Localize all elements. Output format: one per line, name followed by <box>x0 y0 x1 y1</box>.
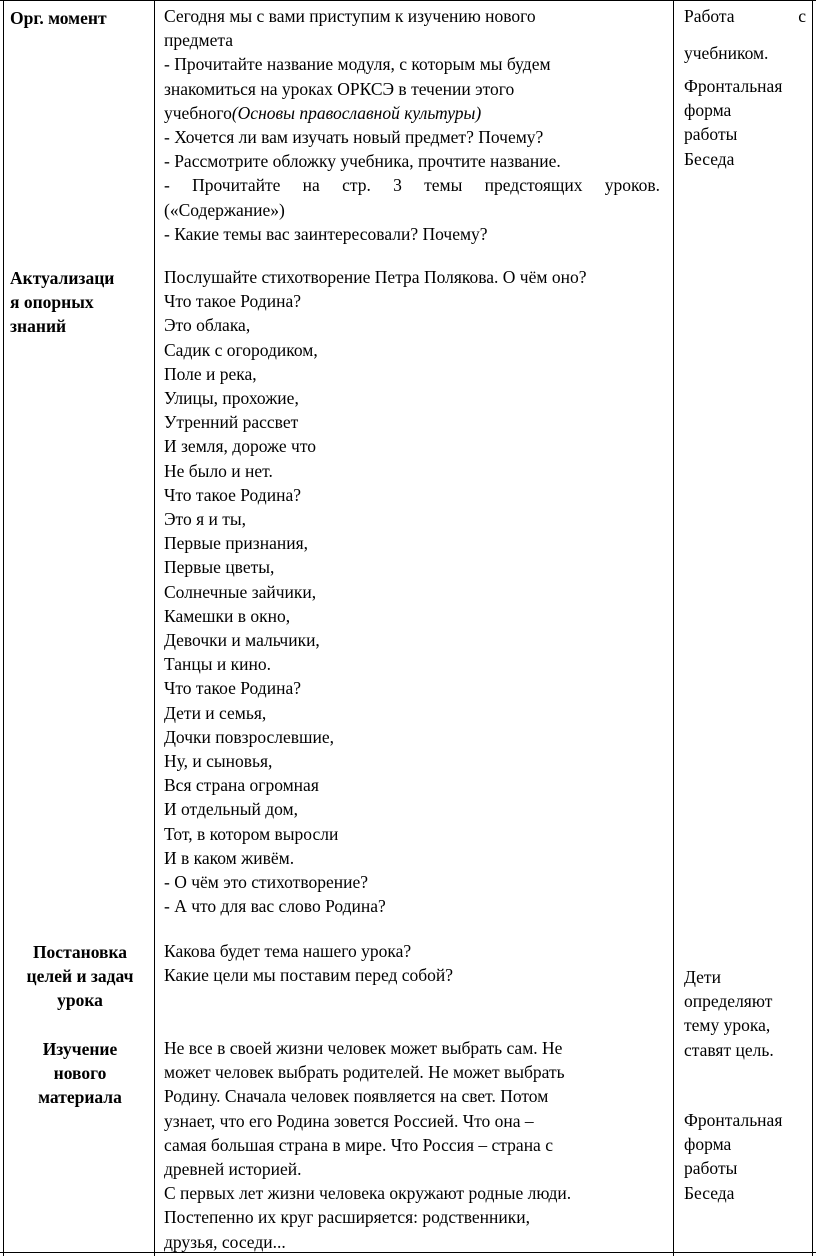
goals-line: Какова будет тема нашего урока? <box>164 941 412 961</box>
poem-line: Дети и семья, <box>164 702 267 723</box>
poem-line: Это облака, <box>164 315 251 336</box>
new-material-line: древней историей. <box>164 1159 302 1180</box>
stage-actualization: Актуализаци я опорных знаний <box>10 268 115 336</box>
org-line: («Содержание») <box>164 199 285 220</box>
new-material-line: Родину. Сначала человек появляется на свет. Потом <box>164 1086 549 1107</box>
org-line: предмета <box>164 30 234 51</box>
poem-line: И в каком живём. <box>164 847 295 868</box>
poem-line: Первые признания, <box>164 533 308 554</box>
new-material-line: С первых лет жизни человека окружают родные люди. <box>164 1183 572 1204</box>
org-line: знакомиться на уроках ОРКСЭ в течении этого <box>164 78 515 99</box>
poem-line: Дочки повзрослевшие, <box>164 726 335 747</box>
poem-line: Солнечные зайчики, <box>164 581 317 602</box>
table-border-col2 <box>673 0 674 1256</box>
poem-line: Что такое Родина? <box>164 678 301 699</box>
org-line: - Хочется ли вам изучать новый предмет? Почему? <box>164 127 544 148</box>
org-line: - Какие темы вас заинтересовали? Почему? <box>164 223 488 244</box>
table-border-col1 <box>154 0 155 1256</box>
poem-line: Что такое Родина? <box>164 291 301 312</box>
poem-line: Танцы и кино. <box>164 654 271 675</box>
new-material-content <box>164 1036 664 1254</box>
stage-new-material: Изучение нового материала <box>38 1039 122 1107</box>
poem-intro: Послушайте стихотворение Петра Полякова. О чём оно? <box>164 267 587 287</box>
org-content <box>164 4 664 246</box>
goals-content <box>164 939 664 987</box>
poem-line: Улицы, прохожие, <box>164 388 299 409</box>
new-material-line: Постепенно их круг расширяется: родственники, <box>164 1207 530 1228</box>
poem-line: Девочки и мальчики, <box>164 630 320 651</box>
new-material-line: друзья, соседи... <box>164 1231 286 1252</box>
poem-line: Камешки в окно, <box>164 605 291 626</box>
poem-line: Первые цветы, <box>164 557 275 578</box>
poem-line: И отдельный дом, <box>164 799 298 820</box>
table-border-right <box>812 0 813 1256</box>
module-title: (Основы православной культуры) <box>231 102 482 123</box>
new-material-line: узнает, что его Родина зовется Россией. Что она – <box>164 1110 534 1131</box>
poem-line: Не было и нет. <box>164 460 273 481</box>
poem-line: Что такое Родина? <box>164 484 301 505</box>
table-border-top <box>0 0 816 1</box>
work-with-textbook: Работа с учебником. <box>684 6 806 64</box>
poem-question: - О чём это стихотворение? <box>164 872 368 893</box>
table-border-left <box>3 0 4 1256</box>
goals-line: Какие цели мы поставим перед собой? <box>164 965 454 986</box>
new-material-line: Не все в своей жизни человек может выбрать сам. Не <box>164 1038 563 1058</box>
frontal-form-2: Фронтальная форма работы Беседа <box>684 1110 783 1203</box>
org-line: Сегодня мы с вами приступим к изучению нового <box>164 6 536 26</box>
new-material-line: самая большая страна в мире. Что Россия – страна с <box>164 1134 553 1155</box>
poem-line: Тот, в котором выросли <box>164 823 339 844</box>
frontal-form-1: Фронтальная форма работы Беседа <box>684 76 783 169</box>
poem-question: - А что для вас слово Родина? <box>164 896 386 917</box>
poem-line: Вся страна огромная <box>164 775 319 796</box>
org-line: учебного(Основы православной культуры) <box>164 102 482 123</box>
poem-line: Утренний рассвет <box>164 412 299 433</box>
poem-line: Садик с огородиком, <box>164 339 318 360</box>
poem-line: И земля, дороже что <box>164 436 316 457</box>
children-define-topic: Дети определяют тему урока, ставят цель. <box>684 967 774 1060</box>
org-line: - Прочитайте на стр. 3 темы предстоящих уроков. <box>164 175 660 196</box>
poem-block <box>164 265 664 918</box>
org-line: - Рассмотрите обложку учебника, прочтите название. <box>164 151 561 172</box>
stage-goals: Постановка целей и задач урока <box>26 942 134 1010</box>
poem-line: Ну, и сыновья, <box>164 751 273 772</box>
poem-line: Это я и ты, <box>164 509 247 530</box>
org-line: - Прочитайте название модуля, с которым мы будем <box>164 54 551 75</box>
poem-line: Поле и река, <box>164 363 257 384</box>
stage-org-moment: Орг. момент <box>10 8 107 28</box>
new-material-line: может человек выбрать родителей. Не может выбрать <box>164 1062 565 1083</box>
